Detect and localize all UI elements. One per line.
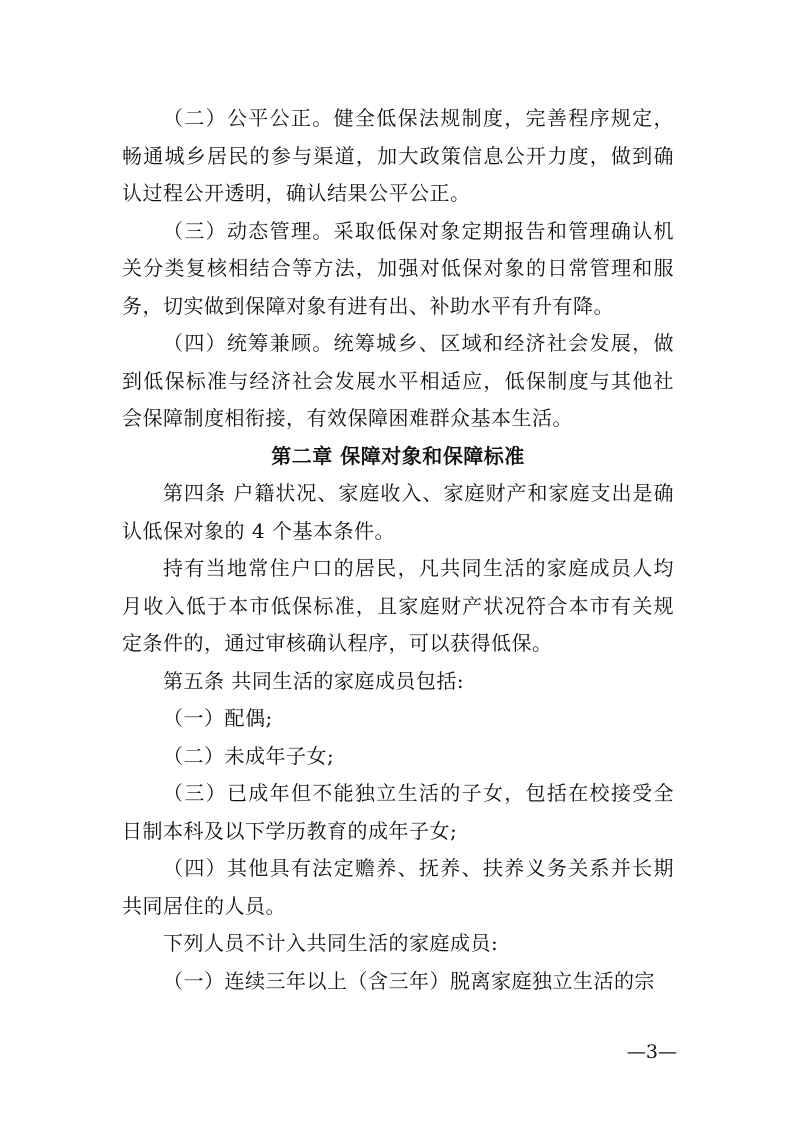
list-item-minor-children: （二）未成年子女; (163, 743, 335, 768)
list-item-spouse: （一）配偶; (163, 706, 273, 730)
paragraph-dynamic-management: （三）动态管理。采取低保对象定期报告和管理确认机关分类复核相结合等方法，加强对低保对象的日常管理和服务，切实做到保障对象有进有出、补助水平有升有降。 (122, 218, 674, 318)
paragraph-overall-planning: （四）统筹兼顾。统筹城乡、区域和经济社会发展，做到低保标准与经济社会发展水平相适应，低保制度与其他社会保障制度相衔接，有效保障困难群众基本生活。 (122, 331, 674, 430)
document-body (122, 100, 674, 1000)
paragraph-residents: 持有当地常住户口的居民，凡共同生活的家庭成员人均月收入低于本市低保标准，且家庭财产状况符合本市有关规定条件的，通过审核确认程序，可以获得低保。 (122, 556, 674, 655)
article-four: 第四条 户籍状况、家庭收入、家庭财产和家庭支出是确认低保对象的 4 个基本条件。 (122, 481, 674, 543)
paragraph-fairness: （二）公平公正。健全低保法规制度，完善程序规定，畅通城乡居民的参与渠道，加大政策信息公开力度，做到确认过程公开透明，确认结果公平公正。 (122, 106, 674, 205)
chapter-heading: 第二章 保障对象和保障标准 (271, 443, 525, 468)
list-item-independent: （一）连续三年以上（含三年）脱离家庭独立生活的宗 (163, 968, 655, 993)
list-item-other-members: （四）其他具有法定赡养、抚养、扶养义务关系并长期共同居住的人员。 (122, 856, 674, 918)
page-number: —3— (626, 1041, 677, 1063)
list-item-adult-children: （三）已成年但不能独立生活的子女，包括在校接受全日制本科及以下学历教育的成年子女; (122, 781, 674, 843)
article-five: 第五条 共同生活的家庭成员包括: (163, 668, 465, 693)
paragraph-excluded: 下列人员不计入共同生活的家庭成员: (163, 931, 499, 955)
